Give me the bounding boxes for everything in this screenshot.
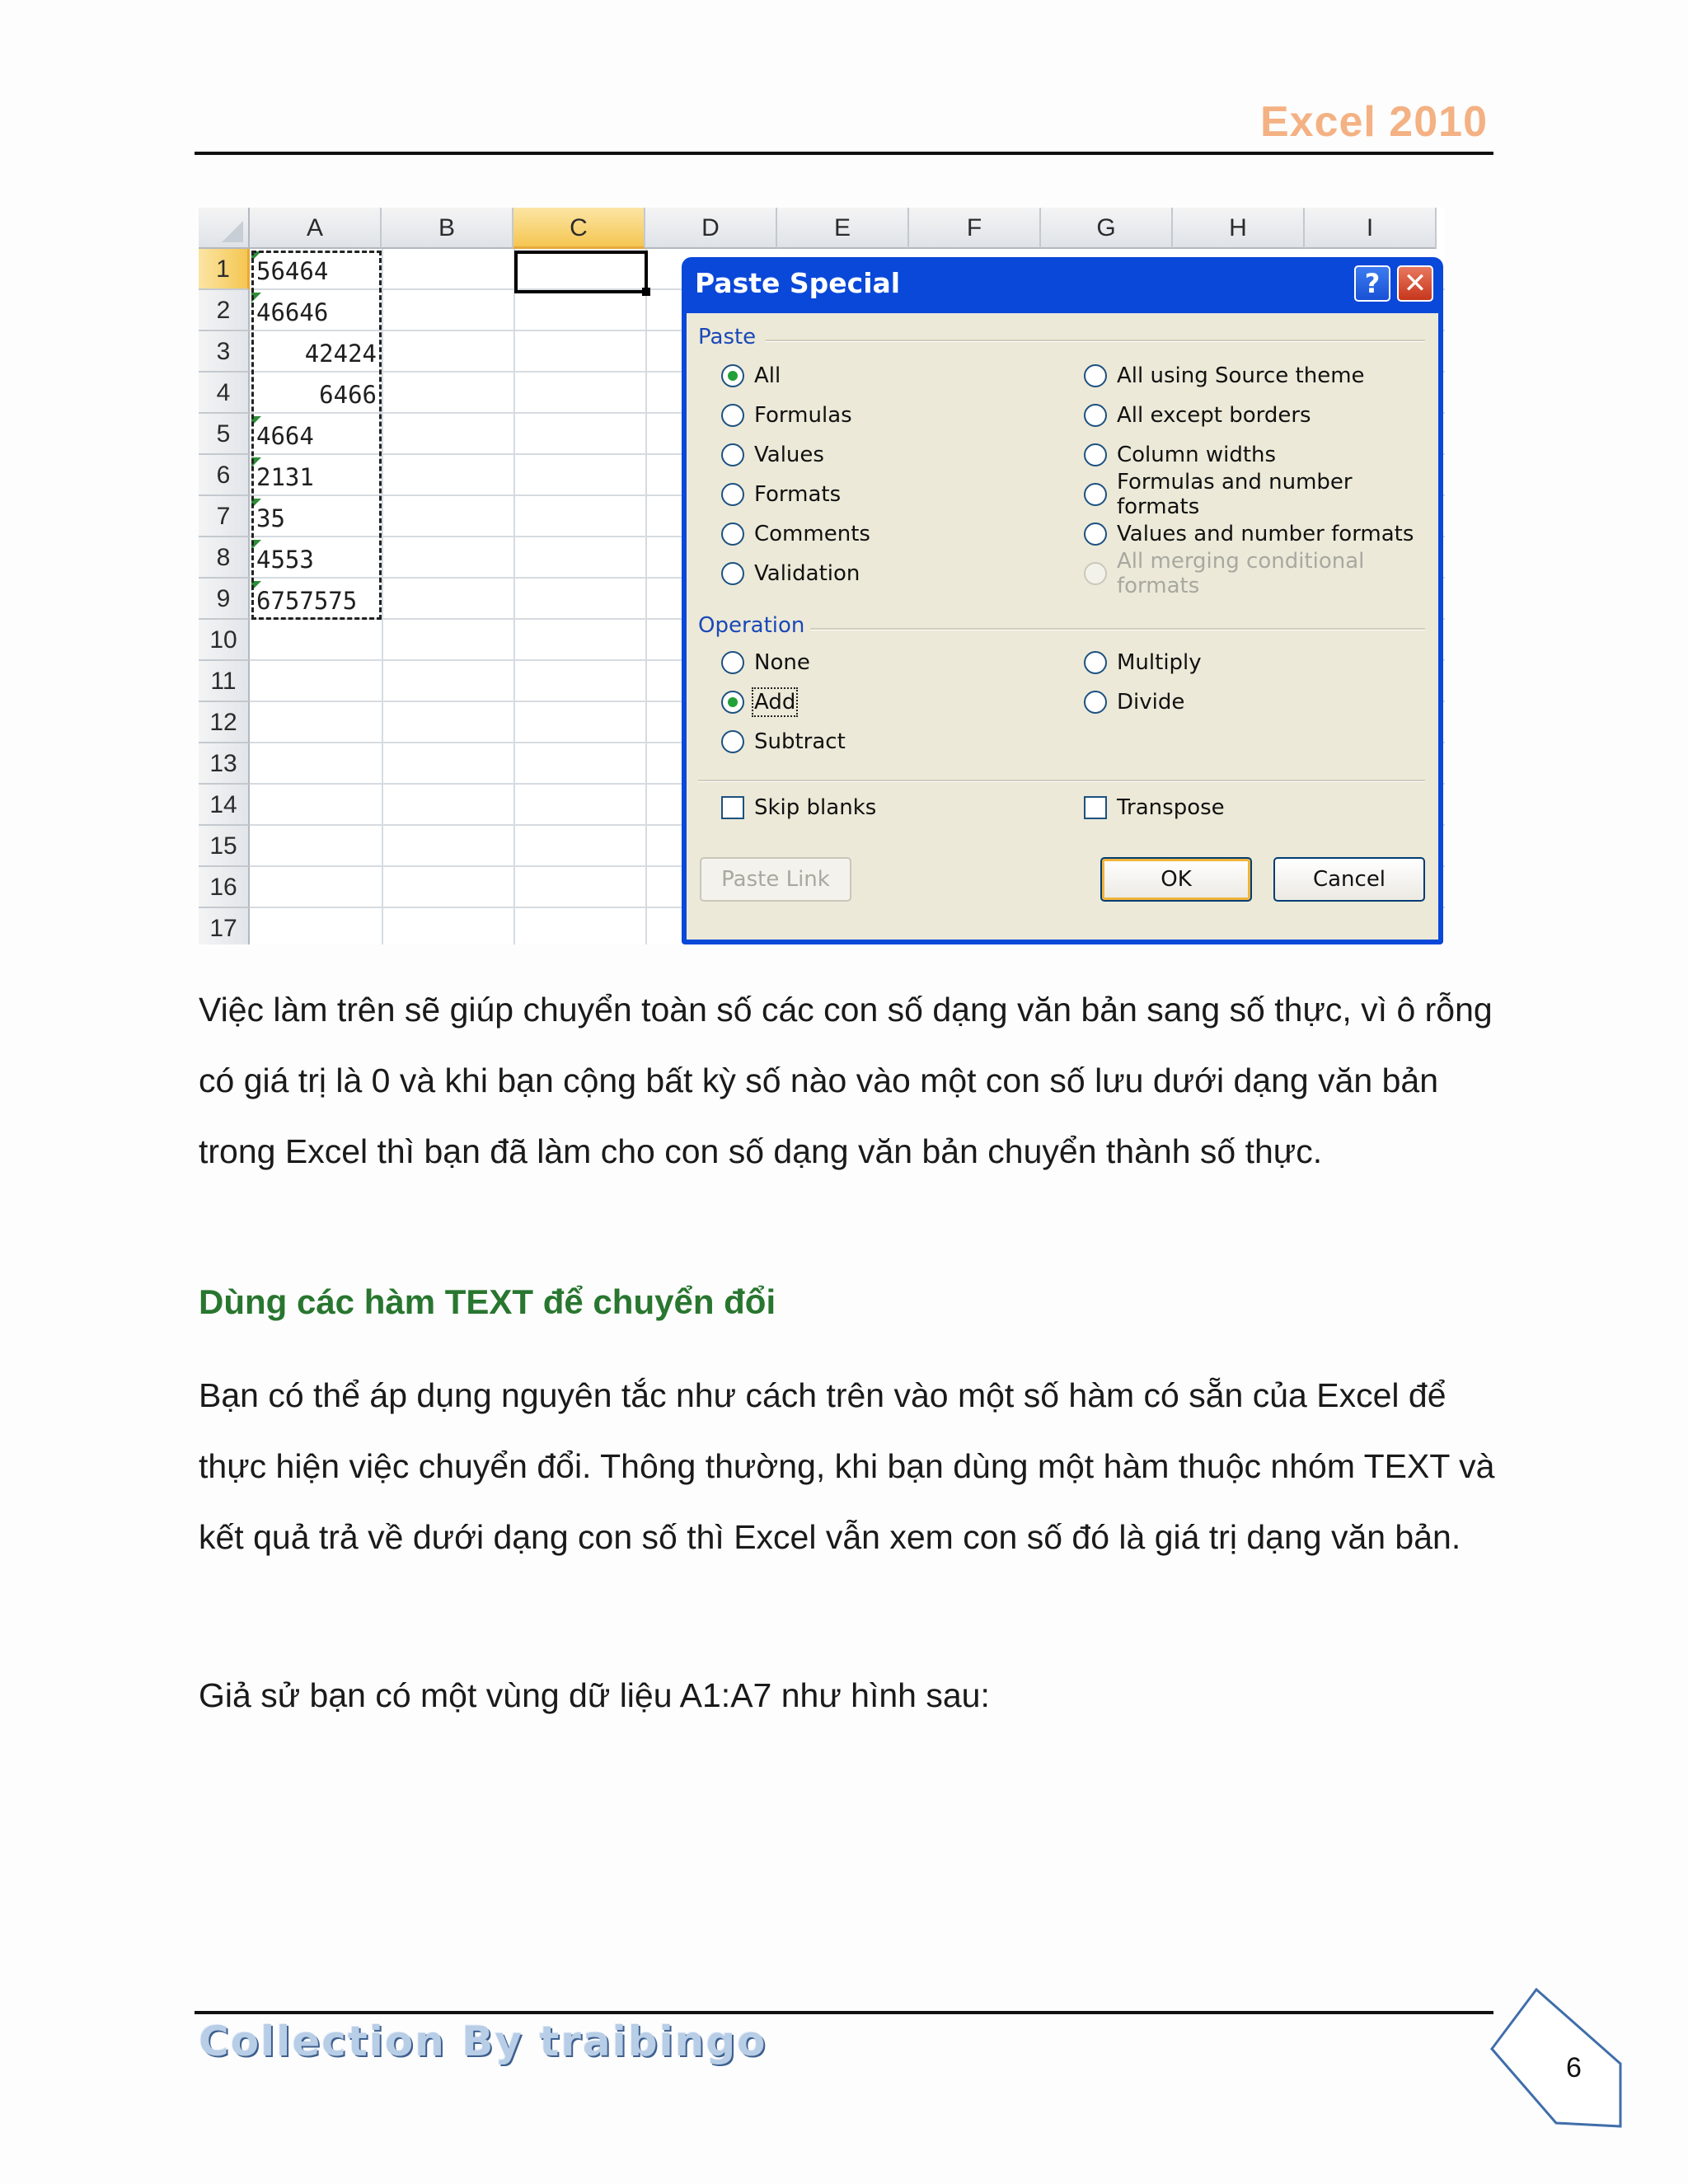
paragraph-2: Bạn có thể áp dụng nguyên tắc như cách trên vào một số hàm có sẵn của Excel để thực hiện việc chuyển đổi. Thông thường, khi bạn dùng một hàm thuộc nhóm TEXT và kết quả trả về dưới dạng con số thì Excel vẫn xem con số đó là giá trị dạng văn bản. [199,1376,1495,1556]
radio-paste-values[interactable] [721,438,824,471]
checkbox-label: Transpose [1117,795,1225,820]
row-header[interactable]: 10 [199,620,250,661]
radio-indicator [1084,562,1107,585]
radio-label: Validation [754,561,860,586]
row-header[interactable]: 16 [199,867,250,908]
checkbox-indicator [721,796,744,819]
cell-a1[interactable]: 56464 [256,257,329,285]
cell-a2[interactable]: 46646 [256,298,329,326]
header-rule [195,152,1493,155]
row-header[interactable]: 5 [199,414,250,455]
header-title: Excel 2010 [1259,98,1488,146]
cell-a7[interactable]: 35 [256,504,285,532]
page-badge-icon [1490,1988,1622,2128]
radio-paste-except-borders[interactable] [1084,399,1311,432]
radio-label: Values [754,443,824,467]
section-heading: Dùng các hàm TEXT để chuyển đổi [199,1282,776,1321]
row-header[interactable]: 8 [199,537,250,579]
radio-indicator [721,443,744,466]
row-header[interactable]: 14 [199,785,250,826]
radio-label: Formulas [754,403,852,428]
radio-label: Comments [754,522,870,546]
column-header[interactable]: G [1041,208,1173,249]
cell-a6[interactable]: 2131 [256,463,314,491]
active-cell-c1[interactable] [514,251,648,293]
radio-label: None [754,650,810,675]
excel-screenshot [199,208,1445,944]
radio-label: All merging conditional formats [1117,549,1365,598]
checkbox-indicator [1084,796,1107,819]
radio-label: All except borders [1117,403,1311,428]
column-header[interactable]: E [777,208,909,249]
group-divider [698,780,1425,782]
column-header[interactable]: I [1305,208,1437,249]
radio-indicator [1084,404,1107,427]
radio-indicator [1084,691,1107,714]
row-header[interactable]: 1 [199,249,250,290]
cell-a4[interactable]: 6466 [319,381,377,409]
row-header[interactable]: 11 [199,661,250,702]
radio-label: Multiply [1117,650,1202,675]
paste-link-button: Paste Link [700,857,851,902]
radio-indicator [721,404,744,427]
radio-label: Add [754,690,796,715]
row-header[interactable]: 3 [199,331,250,373]
radio-op-none[interactable] [721,646,810,679]
ok-button[interactable]: OK [1100,857,1252,902]
row-header[interactable]: 9 [199,579,250,620]
radio-indicator [1084,364,1107,387]
row-header[interactable]: 17 [199,908,250,944]
row-header[interactable]: 4 [199,373,250,414]
help-button[interactable]: ? [1354,265,1390,302]
column-header[interactable]: B [382,208,513,249]
radio-op-add[interactable] [721,686,795,719]
row-header[interactable]: 6 [199,455,250,496]
checkbox-transpose[interactable] [1084,791,1225,824]
group-divider [810,628,1425,630]
cancel-button[interactable]: Cancel [1273,857,1425,902]
footer-collection-text: Collection By traibingo [199,2018,767,2065]
footer-rule [195,2011,1493,2014]
radio-paste-formulas[interactable] [721,399,852,432]
row-header[interactable]: 12 [199,702,250,743]
radio-indicator [1084,523,1107,546]
radio-paste-values-number-formats[interactable] [1084,518,1414,551]
radio-indicator [1084,483,1107,506]
dialog-body [687,313,1438,940]
paragraph-3: Giả sử bạn có một vùng dữ liệu A1:A7 như hình sau: [199,1676,990,1714]
radio-label: Values and number formats [1117,522,1414,546]
radio-paste-all[interactable] [721,359,781,392]
radio-op-multiply[interactable] [1084,646,1202,679]
column-header[interactable]: C [513,208,645,249]
cell-a8[interactable]: 4553 [256,546,314,574]
radio-label: All [754,363,781,388]
cell-a3[interactable]: 42424 [304,340,377,368]
gridline [513,249,515,944]
radio-indicator [721,730,744,753]
close-button[interactable]: ✕ [1397,265,1433,302]
row-header[interactable]: 15 [199,826,250,867]
column-header[interactable]: H [1173,208,1305,249]
radio-label: Formulas and number formats [1117,470,1353,519]
paragraph-1: Việc làm trên sẽ giúp chuyển toàn số các con số dạng văn bản sang số thực, vì ô rỗng có giá trị là 0 và khi bạn cộng bất kỳ số nào vào một con số lưu dưới dạng văn bản trong Excel thì bạn đã làm cho con số dạng văn bản chuyển thành số thực. [199,991,1493,1170]
checkbox-skip-blanks[interactable] [721,791,876,824]
column-header[interactable]: F [909,208,1041,249]
radio-paste-comments[interactable] [721,518,870,551]
radio-paste-merging-conditional-formats [1084,549,1438,598]
copy-marquee [251,251,382,620]
row-header[interactable]: 2 [199,290,250,331]
radio-paste-validation[interactable] [721,557,860,590]
radio-paste-column-widths[interactable] [1084,438,1276,471]
radio-indicator [721,651,744,674]
paste-group-label: Paste [698,325,757,349]
radio-indicator [721,562,744,585]
paste-special-dialog [682,257,1443,944]
radio-indicator [1084,651,1107,674]
radio-label: Subtract [754,729,846,754]
radio-paste-formulas-number-formats[interactable] [1084,470,1438,519]
radio-paste-formats[interactable] [721,478,841,511]
page-number: 6 [1566,2052,1582,2083]
group-divider [766,340,1425,342]
radio-op-subtract[interactable] [721,725,846,758]
operation-group-label: Operation [698,613,805,638]
radio-indicator [1084,443,1107,466]
cell-a9[interactable]: 6757575 [256,587,358,615]
select-all-corner[interactable] [199,208,250,249]
dialog-title: Paste Special [695,267,901,299]
radio-indicator [721,364,744,387]
gridline [645,249,647,944]
radio-label: All using Source theme [1117,363,1365,388]
row-header[interactable]: 13 [199,743,250,785]
radio-paste-source-theme[interactable] [1084,359,1365,392]
column-header[interactable]: D [645,208,777,249]
row-header[interactable]: 7 [199,496,250,537]
radio-label: Divide [1117,690,1185,715]
radio-indicator [721,691,744,714]
column-header[interactable]: A [250,208,382,249]
radio-indicator [721,523,744,546]
radio-op-divide[interactable] [1084,686,1184,719]
radio-indicator [721,483,744,506]
gridline [382,249,383,944]
radio-label: Formats [754,482,842,507]
cell-a5[interactable]: 4664 [256,422,314,450]
checkbox-label: Skip blanks [754,795,877,820]
radio-label: Column widths [1117,443,1277,467]
